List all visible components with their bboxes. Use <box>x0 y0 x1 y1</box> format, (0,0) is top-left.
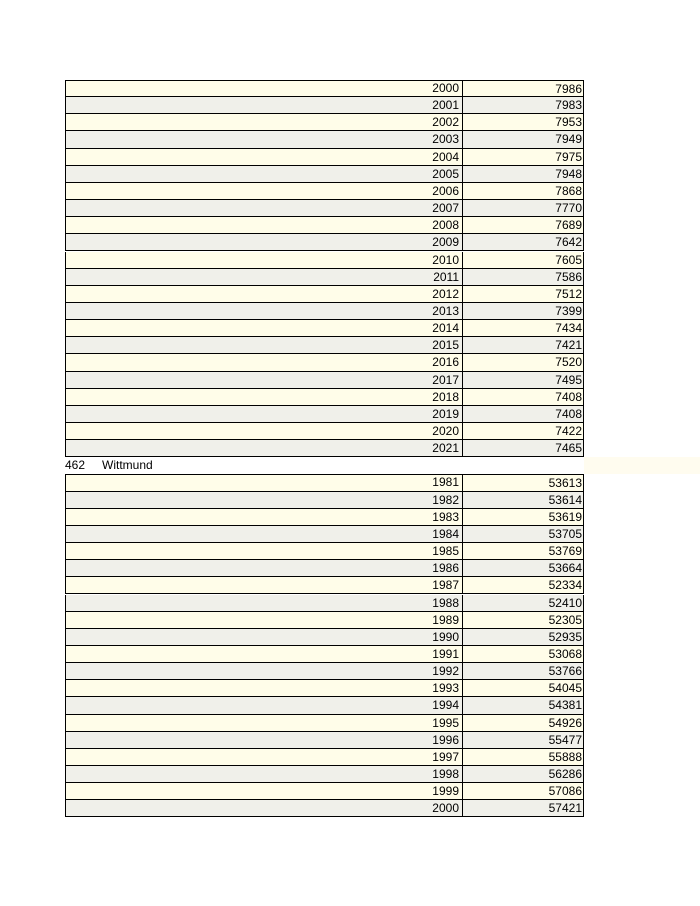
value-cell: 53613 <box>462 474 584 491</box>
value-cell: 7399 <box>462 303 584 320</box>
value-cell: 7605 <box>462 252 584 269</box>
value-cell: 53769 <box>462 543 584 560</box>
value-cell: 7948 <box>462 166 584 183</box>
year-cell: 1988 <box>432 595 459 610</box>
year-cell: 2003 <box>432 132 459 147</box>
value-cell: 53664 <box>462 560 584 577</box>
group-name: Wittmund <box>102 458 153 473</box>
value-cell: 7975 <box>462 149 584 166</box>
table-row <box>65 680 584 697</box>
table-row <box>65 577 584 594</box>
table-row <box>65 629 584 646</box>
year-cell: 1996 <box>432 732 459 747</box>
value-cell: 7422 <box>462 423 584 440</box>
year-cell: 1985 <box>432 544 459 559</box>
value-cell: 7408 <box>462 389 584 406</box>
year-cell: 1991 <box>432 646 459 661</box>
year-cell: 2008 <box>432 218 459 233</box>
table-row <box>65 166 584 183</box>
value-cell: 7512 <box>462 286 584 303</box>
year-cell: 1994 <box>432 698 459 713</box>
group-header-tint <box>584 457 700 474</box>
table-row <box>65 149 584 166</box>
year-cell: 1990 <box>432 629 459 644</box>
table-row <box>65 595 584 612</box>
group-code: 462 <box>65 458 86 473</box>
year-cell: 2021 <box>432 441 459 456</box>
table-row <box>65 526 584 543</box>
value-cell: 7586 <box>462 269 584 286</box>
table-row <box>65 749 584 766</box>
year-cell: 1989 <box>432 612 459 627</box>
table-row <box>65 492 584 509</box>
year-cell: 2017 <box>432 372 459 387</box>
value-cell: 52305 <box>462 612 584 629</box>
year-cell: 2006 <box>432 183 459 198</box>
table-row <box>65 766 584 783</box>
year-cell: 1983 <box>432 509 459 524</box>
table-row <box>65 440 584 457</box>
year-cell: 2013 <box>432 303 459 318</box>
value-cell: 7986 <box>462 80 584 97</box>
value-cell: 7408 <box>462 406 584 423</box>
table-row <box>65 354 584 371</box>
table-row <box>65 97 584 114</box>
value-cell: 52410 <box>462 595 584 612</box>
table-row <box>65 646 584 663</box>
value-cell: 57421 <box>462 800 584 817</box>
year-cell: 2009 <box>432 235 459 250</box>
table-row <box>65 303 584 320</box>
value-cell: 7495 <box>462 372 584 389</box>
year-cell: 2010 <box>432 252 459 267</box>
value-cell: 7465 <box>462 440 584 457</box>
table-row <box>65 560 584 577</box>
table-row <box>65 543 584 560</box>
value-cell: 7868 <box>462 183 584 200</box>
value-cell: 55888 <box>462 749 584 766</box>
year-cell: 1995 <box>432 715 459 730</box>
table-row <box>65 800 584 817</box>
value-cell: 56286 <box>462 766 584 783</box>
year-cell: 1981 <box>432 475 459 490</box>
value-cell: 7689 <box>462 217 584 234</box>
table-row <box>65 474 584 491</box>
value-cell: 52935 <box>462 629 584 646</box>
value-cell: 7434 <box>462 320 584 337</box>
table-row <box>65 372 584 389</box>
value-cell: 54926 <box>462 715 584 732</box>
value-cell: 55477 <box>462 732 584 749</box>
year-cell: 2012 <box>432 286 459 301</box>
value-cell: 7520 <box>462 354 584 371</box>
table-row <box>65 389 584 406</box>
year-cell: 1987 <box>432 578 459 593</box>
table-row <box>65 423 584 440</box>
value-cell: 7642 <box>462 234 584 251</box>
table-row <box>65 697 584 714</box>
value-cell: 53619 <box>462 509 584 526</box>
table-row <box>65 715 584 732</box>
value-cell: 54381 <box>462 697 584 714</box>
table-row <box>65 320 584 337</box>
value-cell: 7953 <box>462 114 584 131</box>
value-cell: 53068 <box>462 646 584 663</box>
table-row <box>65 509 584 526</box>
table-row <box>65 183 584 200</box>
year-cell: 1992 <box>432 664 459 679</box>
value-cell: 53766 <box>462 663 584 680</box>
table-row <box>65 200 584 217</box>
year-cell: 2016 <box>432 355 459 370</box>
table-row <box>65 131 584 148</box>
value-cell: 7983 <box>462 97 584 114</box>
year-cell: 2015 <box>432 338 459 353</box>
year-cell: 1999 <box>432 784 459 799</box>
value-cell: 7949 <box>462 131 584 148</box>
table-row <box>65 217 584 234</box>
year-cell: 2004 <box>432 149 459 164</box>
value-cell: 53705 <box>462 526 584 543</box>
year-cell: 2018 <box>432 389 459 404</box>
year-cell: 1984 <box>432 526 459 541</box>
year-cell: 2000 <box>432 801 459 816</box>
table-row <box>65 269 584 286</box>
year-cell: 2007 <box>432 201 459 216</box>
year-cell: 2000 <box>432 81 459 95</box>
year-cell: 1998 <box>432 767 459 781</box>
year-cell: 1993 <box>432 681 459 696</box>
table-row <box>65 663 584 680</box>
table-row <box>65 406 584 423</box>
value-cell: 57086 <box>462 783 584 800</box>
year-cell: 2002 <box>432 115 459 130</box>
year-cell: 2014 <box>432 321 459 336</box>
year-cell: 1982 <box>432 492 459 507</box>
year-cell: 2001 <box>432 98 459 113</box>
year-cell: 2011 <box>433 269 459 284</box>
table-row <box>65 252 584 269</box>
year-cell: 1986 <box>432 561 459 576</box>
table-row <box>65 783 584 800</box>
table-row <box>65 732 584 749</box>
table-row <box>65 234 584 251</box>
table-row <box>65 286 584 303</box>
year-cell: 2005 <box>432 166 459 181</box>
value-cell: 7770 <box>462 200 584 217</box>
value-cell: 52334 <box>462 577 584 594</box>
table-row <box>65 337 584 354</box>
table-row <box>65 612 584 629</box>
year-cell: 1997 <box>432 749 459 764</box>
year-cell: 2019 <box>432 406 459 421</box>
value-cell: 54045 <box>462 680 584 697</box>
value-cell: 7421 <box>462 337 584 354</box>
table-row <box>65 80 584 97</box>
group-header-row <box>65 457 700 474</box>
table-row <box>65 114 584 131</box>
year-cell: 2020 <box>432 424 459 438</box>
value-cell: 53614 <box>462 492 584 509</box>
